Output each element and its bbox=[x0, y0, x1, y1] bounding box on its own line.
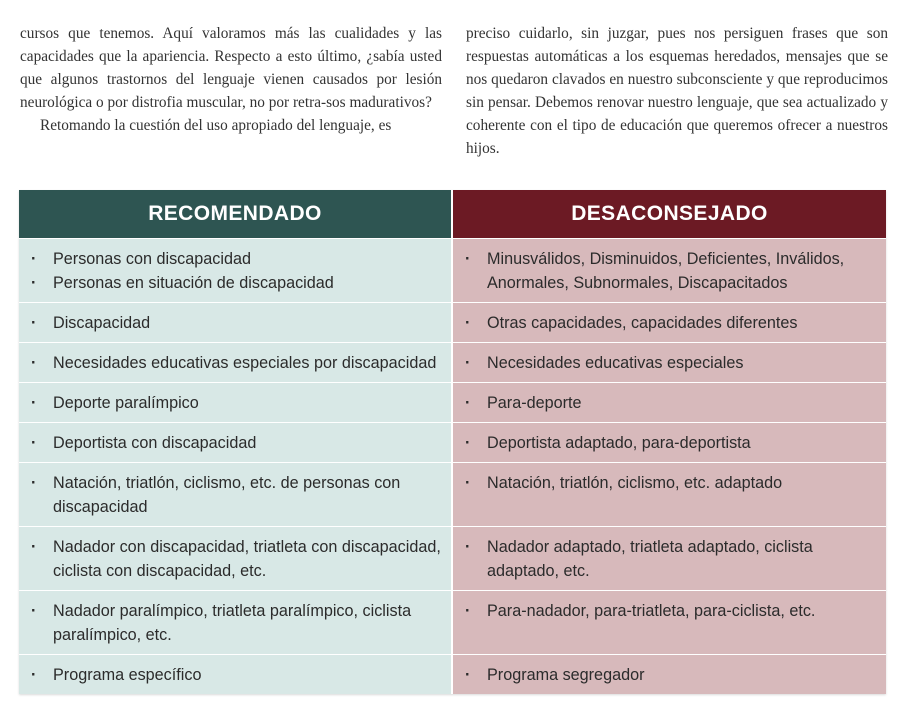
discouraged-cell bbox=[452, 239, 886, 303]
intro-left-paragraph-2: Retomando la cuestión del uso apropiado del lenguaje, es bbox=[40, 117, 392, 134]
intro-right-paragraph-1: preciso cuidarlo, sin juzgar, pues nos persiguen frases que son respuestas automáticas a los esquemas heredados, mensajes que se nos quedaron clavados en nuestro subconsciente y que reproducimos sin pensar. Debemos renovar nuestro lenguaje, que sea actualizado y coherente con el tipo de educación que queremos ofrecer a nuestros hijos. bbox=[466, 25, 888, 157]
table-row bbox=[19, 591, 886, 655]
discouraged-item: · Natación, triatlón, ciclismo, etc. adaptado bbox=[461, 471, 878, 495]
header-recommended: RECOMENDADO bbox=[19, 190, 452, 239]
recommended-cell bbox=[19, 383, 452, 423]
recommended-item: · Necesidades educativas especiales por discapacidad bbox=[27, 351, 443, 375]
recommended-list bbox=[27, 247, 443, 295]
table-row bbox=[19, 343, 886, 383]
recommended-list bbox=[27, 311, 443, 335]
recommended-list bbox=[27, 535, 443, 583]
discouraged-cell bbox=[452, 591, 886, 655]
discouraged-item: · Para-deporte bbox=[461, 391, 878, 415]
header-discouraged: DESACONSEJADO bbox=[452, 190, 886, 239]
recommended-item: · Programa específico bbox=[27, 663, 443, 687]
discouraged-cell bbox=[452, 343, 886, 383]
recommended-cell bbox=[19, 239, 452, 303]
discouraged-cell bbox=[452, 423, 886, 463]
table-row bbox=[19, 655, 886, 695]
recommended-item: · Discapacidad bbox=[27, 311, 443, 335]
table-header-row bbox=[19, 190, 886, 239]
intro-left-paragraph-1: cursos que tenemos. Aquí valoramos más las cualidades y las capacidades que la apariencia. Respecto a esto último, ¿sabía usted que algunos trastornos del lenguaje vienen causados por lesión neurológica o por distrofia muscular, no por retra-sos madurativos? bbox=[20, 25, 442, 111]
recommended-cell bbox=[19, 527, 452, 591]
discouraged-list bbox=[461, 599, 878, 623]
intro-right-column bbox=[466, 22, 888, 160]
recommended-list bbox=[27, 391, 443, 415]
recommended-item: · Nadador paralímpico, triatleta paralímpico, ciclista paralímpico, etc. bbox=[27, 599, 443, 647]
discouraged-item: · Necesidades educativas especiales bbox=[461, 351, 878, 375]
table-row bbox=[19, 383, 886, 423]
recommended-list bbox=[27, 431, 443, 455]
recommended-item: · Personas con discapacidad bbox=[27, 247, 443, 271]
recommended-cell bbox=[19, 423, 452, 463]
discouraged-list bbox=[461, 311, 878, 335]
discouraged-list bbox=[461, 663, 878, 687]
discouraged-cell bbox=[452, 303, 886, 343]
terminology-table bbox=[19, 190, 886, 694]
discouraged-list bbox=[461, 391, 878, 415]
recommended-list bbox=[27, 599, 443, 647]
discouraged-item: · Nadador adaptado, triatleta adaptado, ciclista adaptado, etc. bbox=[461, 535, 878, 583]
table-row bbox=[19, 463, 886, 527]
table-row bbox=[19, 423, 886, 463]
discouraged-list bbox=[461, 535, 878, 583]
discouraged-list bbox=[461, 431, 878, 455]
intro-left-column bbox=[20, 22, 442, 137]
table-row bbox=[19, 527, 886, 591]
recommended-cell bbox=[19, 343, 452, 383]
recommended-list bbox=[27, 351, 443, 375]
recommended-cell bbox=[19, 463, 452, 527]
discouraged-cell bbox=[452, 527, 886, 591]
table-row bbox=[19, 239, 886, 303]
discouraged-list bbox=[461, 471, 878, 495]
recommended-cell bbox=[19, 591, 452, 655]
discouraged-list bbox=[461, 247, 878, 295]
recommended-item: · Natación, triatlón, ciclismo, etc. de personas con discapacidad bbox=[27, 471, 443, 519]
discouraged-item: · Minusválidos, Disminuidos, Deficientes, Inválidos, Anormales, Subnormales, Discapacitados bbox=[461, 247, 878, 295]
recommended-cell bbox=[19, 655, 452, 695]
discouraged-item: · Deportista adaptado, para-deportista bbox=[461, 431, 878, 455]
discouraged-list bbox=[461, 351, 878, 375]
recommended-item: · Nadador con discapacidad, triatleta con discapacidad, ciclista con discapacidad, etc. bbox=[27, 535, 443, 583]
recommended-item: · Deportista con discapacidad bbox=[27, 431, 443, 455]
recommended-item: · Deporte paralímpico bbox=[27, 391, 443, 415]
recommended-cell bbox=[19, 303, 452, 343]
table-body bbox=[19, 239, 886, 695]
discouraged-item: · Otras capacidades, capacidades diferentes bbox=[461, 311, 878, 335]
discouraged-item: · Para-nadador, para-triatleta, para-ciclista, etc. bbox=[461, 599, 878, 623]
recommended-list bbox=[27, 663, 443, 687]
discouraged-cell bbox=[452, 655, 886, 695]
discouraged-cell bbox=[452, 463, 886, 527]
table-row bbox=[19, 303, 886, 343]
discouraged-item: · Programa segregador bbox=[461, 663, 878, 687]
recommended-item: · Personas en situación de discapacidad bbox=[27, 271, 443, 295]
discouraged-cell bbox=[452, 383, 886, 423]
recommended-list bbox=[27, 471, 443, 519]
